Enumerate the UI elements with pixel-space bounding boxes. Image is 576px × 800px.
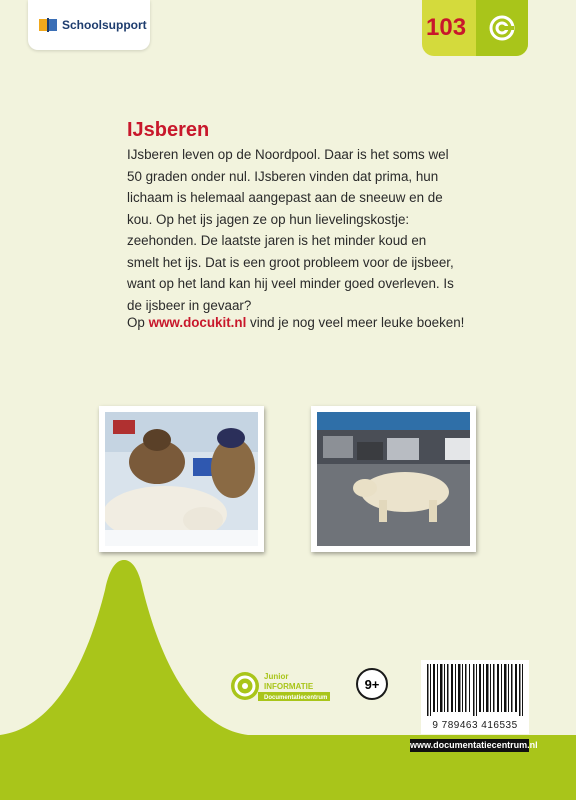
brand-name: Schoolsupport — [62, 18, 147, 32]
website-url[interactable]: www.documentatiecentrum.nl — [410, 740, 538, 750]
docukit-link[interactable]: www.docukit.nl — [148, 315, 247, 330]
photo-polar-bear-road — [311, 406, 476, 552]
promo-line — [127, 315, 464, 330]
age-badge: 9+ — [356, 668, 388, 700]
informatie-label: INFORMATIE — [264, 682, 314, 691]
isbn-number: 9 789463 416535 — [432, 720, 518, 731]
summary-paragraph: IJsberen leven op de Noordpool. Daar is het soms wel 50 graden onder nul. IJsberen vinden dat prima, hun lichaam is helemaal aangepast aan de sneeuw en de kou. Op het ijs jagen ze op hun lievelingskostje: zeehonden. De laatste jaren is het minder koud en smelt het ijs. Dat is een groot probleem voor de ijsbeer, want op het land kan hij veel minder goed overleven. Is de ijsbeer in gevaar? — [127, 147, 454, 313]
photo-researchers-polar-bear — [99, 406, 264, 552]
book-title: IJsberen — [127, 119, 210, 141]
spiral-icon — [476, 0, 528, 56]
promo-prefix: Op — [127, 315, 149, 330]
documentatiecentrum-label: Documentatiecentrum — [264, 695, 328, 701]
series-number: 103 — [426, 14, 467, 41]
promo-suffix: vind je nog veel meer leuke boeken! — [246, 315, 465, 330]
barcode-bars — [421, 660, 529, 718]
barcode — [421, 660, 529, 734]
junior-informatie-logo — [230, 670, 332, 704]
junior-label: Junior — [264, 672, 289, 681]
book-icon — [38, 16, 58, 34]
schoolsupport-logo — [28, 0, 150, 50]
